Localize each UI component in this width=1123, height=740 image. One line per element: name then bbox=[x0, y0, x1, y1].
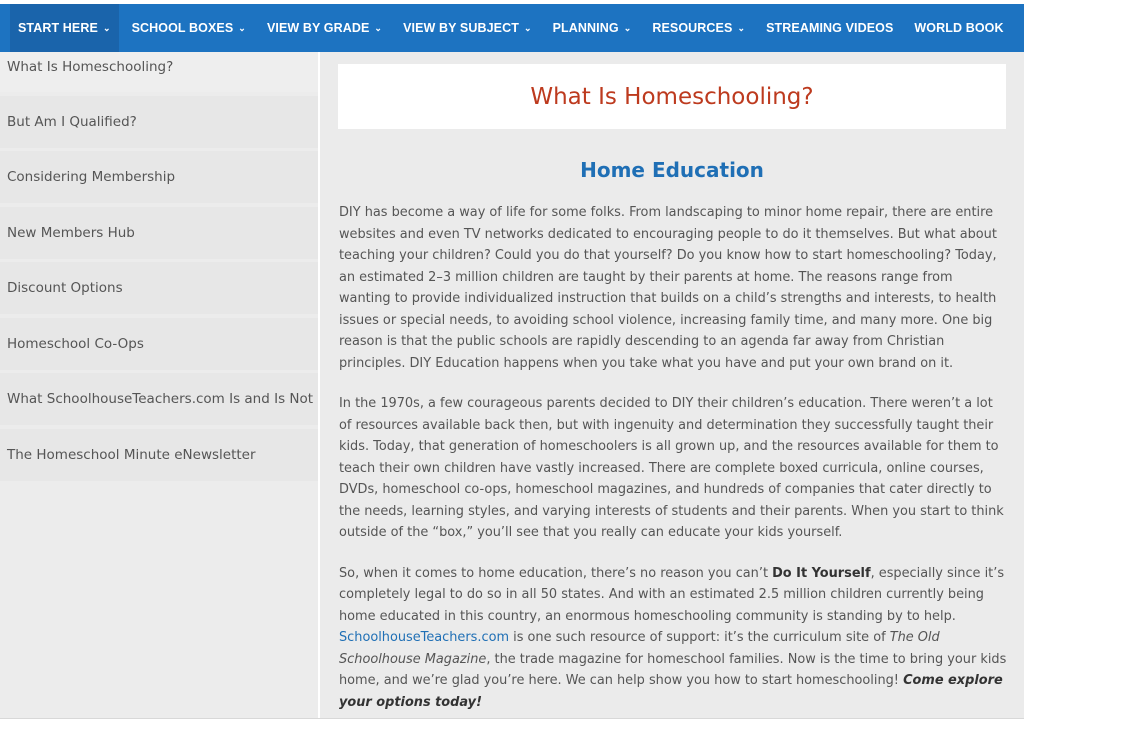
page-title-box bbox=[338, 64, 1006, 129]
paragraph-3-text-c: is one such resource of support: it’s the curriculum site of bbox=[509, 630, 890, 645]
nav-label: WORLD BOOK bbox=[914, 21, 1004, 35]
nav-label: START HERE bbox=[18, 21, 98, 35]
sidebar-item-is-and-is-not[interactable]: What SchoolhouseTeachers.com Is and Is Not bbox=[0, 373, 318, 425]
nav-resources[interactable] bbox=[644, 4, 753, 52]
schoolhouseteachers-link[interactable]: SchoolhouseTeachers.com bbox=[339, 630, 510, 645]
paragraph-3-text-a: So, when it comes to home education, there’s no reason you can’t bbox=[339, 565, 773, 581]
paragraph-3-text-b: , especially since it’s completely legal to do so in all 50 states. And with an estimated 2.5 million children currently being home educated in this country, an enormous homeschooling community is standing by to help. bbox=[339, 565, 1005, 624]
chevron-down-icon: ⌄ bbox=[238, 22, 246, 33]
do-it-yourself-bold: Do It Yourself bbox=[772, 565, 871, 581]
nav-view-by-grade[interactable] bbox=[259, 4, 390, 52]
section-title: Home Education bbox=[580, 158, 764, 182]
top-nav-bar bbox=[0, 4, 1116, 52]
chevron-down-icon: ⌄ bbox=[374, 22, 383, 33]
sidebar-item-homeschool-minute[interactable]: The Homeschool Minute eNewsletter bbox=[0, 429, 318, 481]
nav-label: VIEW BY SUBJECT bbox=[403, 21, 519, 35]
nav-label: STREAMING VIDEOS bbox=[766, 21, 894, 35]
nav-label: VIEW BY GRADE bbox=[266, 21, 370, 35]
nav-all-courses[interactable] bbox=[1017, 4, 1123, 52]
sidebar-item-new-members-hub[interactable]: New Members Hub bbox=[0, 207, 318, 259]
chevron-down-icon: ⌄ bbox=[523, 22, 532, 33]
paragraph-3-text-d: , the trade magazine for homeschool families. Now is the time to bring your kids home, and we’re glad you’re here. We can help show you how to start homeschooling! bbox=[339, 651, 1007, 688]
nav-school-boxes[interactable] bbox=[124, 4, 254, 52]
come-explore-cta: Come explore your options today! bbox=[339, 673, 1003, 710]
magazine-title: The Old Schoolhouse Magazine bbox=[339, 630, 940, 667]
paragraph-2: In the 1970s, a few courageous parents decided to DIY their children’s education. There weren’t a lot of resources available back then, but with ingenuity and determination they successfully taught their kids. Today, that generation of homeschoolers is all grown up, and the resources available for them to teach their own children have vastly increased. There are complete boxed curricula, online courses, DVDs, homeschool co-ops, homeschool magazines, and hundreds of companies that cater directly to the needs, learning styles, and varying interests of students and their parents. When you start to think outside of the “box,” you’ll see that you really can educate your kids yourself. bbox=[339, 396, 1004, 540]
sidebar-menu bbox=[0, 52, 318, 718]
sidebar-item-considering-membership[interactable]: Considering Membership bbox=[0, 151, 318, 203]
chevron-down-icon: ⌄ bbox=[737, 22, 746, 33]
main-content bbox=[320, 52, 1024, 718]
paragraph-1: DIY has become a way of life for some folks. From landscaping to minor home repair, there are entire websites and even TV networks dedicated to encouraging people to do it themselves. But what about teaching your children? Could you do that yourself? Do you know how to start homeschooling? Today, an estimated 2–3 million children are taught by their parents at home. The reasons range from wanting to provide individualized instruction that builds on a child’s strengths and interests, to health issues or special needs, to avoiding school violence, increasing family time, and many more. One big reason is that the public schools are rapidly descending to an agenda far away from Christian principles. DIY Education happens when you take what you have and put your own brand on it. bbox=[339, 205, 997, 371]
nav-streaming-videos[interactable] bbox=[758, 4, 901, 52]
chevron-down-icon: ⌄ bbox=[102, 22, 111, 33]
nav-label: RESOURCES bbox=[652, 21, 733, 35]
sidebar-item-discount-options[interactable]: Discount Options bbox=[0, 262, 318, 314]
paragraph-3 bbox=[339, 563, 1007, 714]
nav-start-here[interactable] bbox=[10, 4, 119, 52]
nav-label: PLANNING bbox=[552, 21, 619, 35]
sidebar-item-homeschool-co-ops[interactable]: Homeschool Co-Ops bbox=[0, 318, 318, 370]
footer-divider bbox=[0, 718, 1024, 719]
sidebar-item-what-is-homeschooling[interactable]: What Is Homeschooling? bbox=[0, 52, 318, 92]
chevron-down-icon: ⌄ bbox=[623, 22, 632, 33]
nav-label: SCHOOL BOXES bbox=[131, 21, 234, 35]
nav-label: ALL COURSES bbox=[1024, 21, 1116, 35]
nav-view-by-subject[interactable] bbox=[395, 4, 540, 52]
sidebar-item-but-am-i-qualified[interactable]: But Am I Qualified? bbox=[0, 96, 318, 148]
article-body bbox=[339, 202, 1007, 732]
nav-world-book[interactable] bbox=[906, 4, 1011, 52]
nav-planning[interactable] bbox=[545, 4, 640, 52]
page-title: What Is Homeschooling? bbox=[530, 83, 814, 110]
